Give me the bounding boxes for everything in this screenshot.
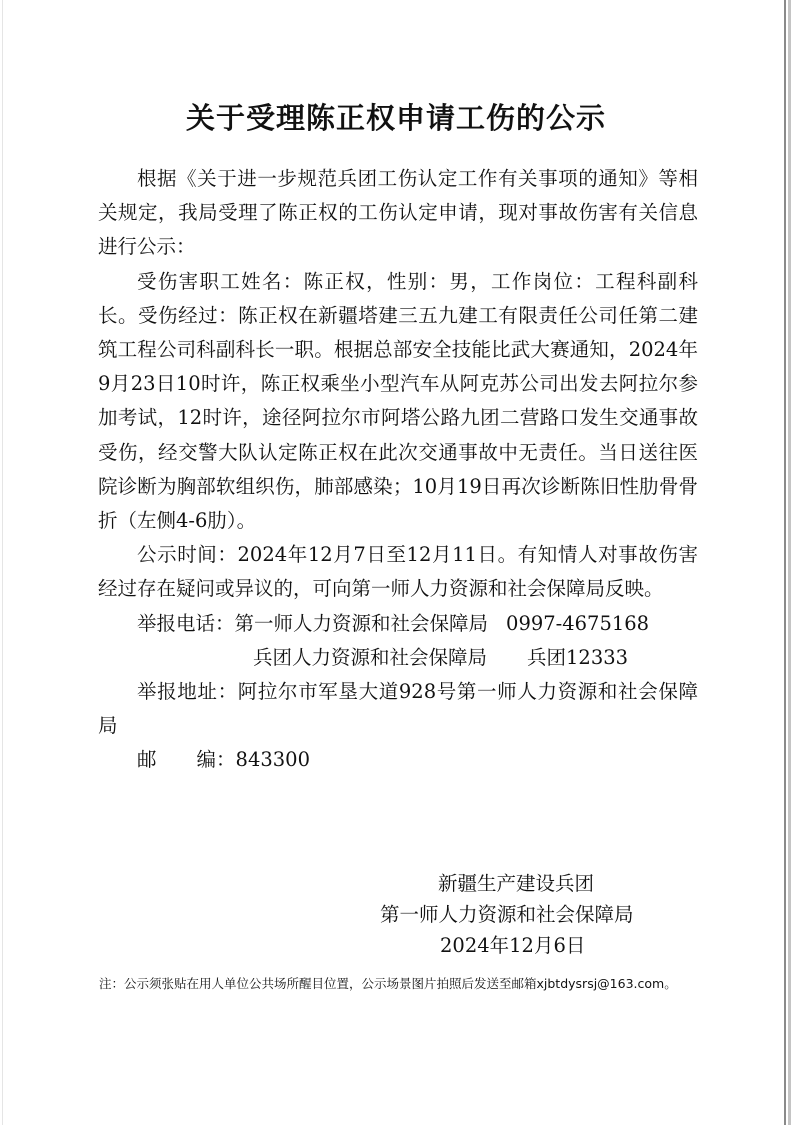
footnote: 注：公示须张贴在用人单位公共场所醒目位置，公示场景图片拍照后发送至邮箱xjbtdysrsj@163.com。 <box>99 976 677 991</box>
paragraph-injury-details: 受伤害职工姓名：陈正权，性别：男，工作岗位：工程科副科长。受伤经过：陈正权在新疆塔建三五九建工有限责任公司任第二建筑工程公司科副科长一职。根据总部安全技能比武大赛通知，2024年9月23日10时许，陈正权乘坐小型汽车从阿克苏公司出发去阿拉尔参加考试，12时许，途径阿拉尔市阿塔公路九团二营路口发生交通事故受伤，经交警大队认定陈正权在此次交通事故中无责任。当日送往医院诊断为胸部软组织伤，肺部感染；10月19日再次诊断陈旧性肋骨骨折（左侧4-6肋）。 <box>98 269 698 533</box>
signature-org-line2: 第一师人力资源和社会保障局 <box>380 903 634 926</box>
report-address <box>98 675 698 743</box>
report-phone-number2: 兵团12333 <box>527 645 629 669</box>
scan-edge-right-outer <box>788 0 791 1125</box>
paragraph-publicity-period: 公示时间：2024年12月7日至12月11日。有知情人对事故伤害经过存在疑问或异议的，可向第一师人力资源和社会保障局反映。 <box>98 543 698 601</box>
postcode-label-a: 邮 <box>137 748 157 772</box>
report-phone-number1: 0997-4675168 <box>506 611 650 635</box>
document-body <box>98 162 698 778</box>
report-phone-label: 举报电话： <box>137 611 235 635</box>
signature-block <box>380 868 670 961</box>
report-phone-org2: 兵团人力资源和社会保障局 <box>253 645 488 669</box>
scan-edge-left <box>2 0 3 1125</box>
report-address-value: 阿拉尔市军垦大道928号第一师人力资源和社会保障局 <box>98 680 698 738</box>
scan-edge-right <box>784 0 786 1125</box>
report-phone-line2 <box>98 641 698 675</box>
document-title: 关于受理陈正权申请工伤的公示 <box>185 101 606 135</box>
paragraph-intro: 根据《关于进一步规范兵团工伤认定工作有关事项的通知》等相关规定，我局受理了陈正权的工伤认定申请，现对事故伤害有关信息进行公示： <box>98 167 698 259</box>
postcode-label-b: 编： <box>196 748 236 772</box>
postcode-line <box>98 743 698 777</box>
postcode-value: 843300 <box>235 748 310 772</box>
report-address-label: 举报地址： <box>137 680 238 704</box>
signature-date: 2024年12月6日 <box>440 934 586 957</box>
signature-org-line1: 新疆生产建设兵团 <box>438 872 595 895</box>
report-phone-org1: 第一师人力资源和社会保障局 <box>234 611 489 635</box>
report-phone-line1 <box>98 607 698 641</box>
